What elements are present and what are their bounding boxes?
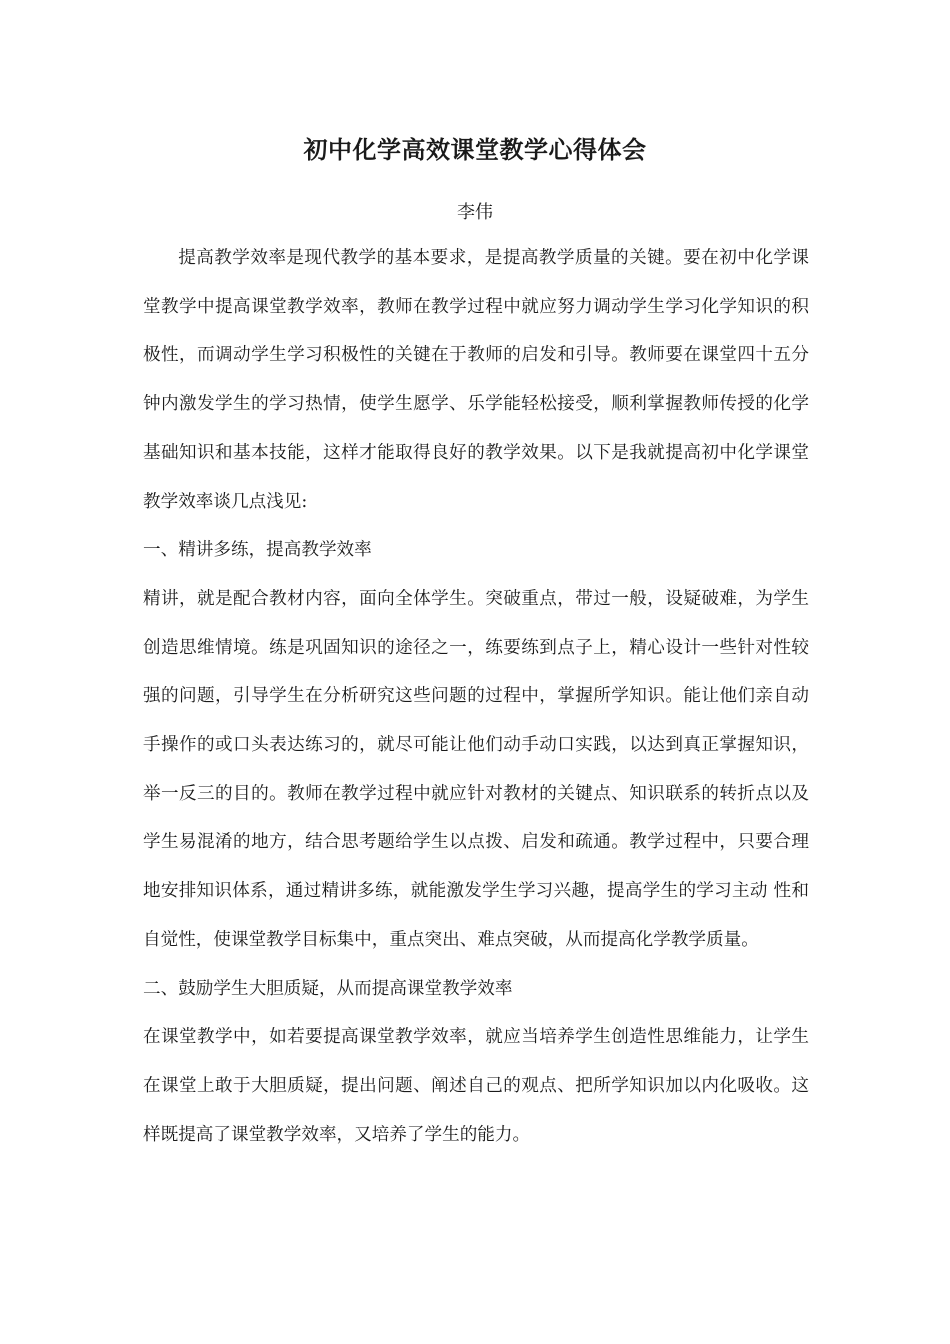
intro-paragraph: 提高教学效率是现代教学的基本要求，是提高教学质量的关键。要在初中化学课堂教学中提高课堂教学效率，教师在教学过程中就应努力调动学生学习化学知识的积极性，而调动学生学习积极性的关键在于教师的启发和引导。教师要在课堂四十五分钟内激发学生的学习热情，使学生愿学、乐学能轻松接受，顺利掌握教师传授的化学基础知识和基本技能，这样才能取得良好的教学效果。以下是我就提高初中化学课堂教学效率谈几点浅见: <box>143 248 809 512</box>
section-1-paragraph: 精讲，就是配合教材内容，面向全体学生。突破重点，带过一般，设疑破难，为学生创造思维情境。练是巩固知识的途径之一，练要练到点子上，精心设计一些针对性较强的问题，引导学生在分析研究这些问题的过程中，掌握所学知识。能让他们亲自动手操作的或口头表达练习的，就尽可能让他们动手动口实践，以达到真正掌握知识，举一反三的目的。教师在教学过程中就应针对教材的关键点、知识联系的转折点以及学生易混淆的地方，结合思考题给学生以点拨、启发和疏通。教学过程中，只要合理地安排知识体系，通过精讲多练，就能激发学生学习兴趣，提高学生的学习主动 性和自觉性，使课堂教学目标集中，重点突出、难点突破，从而提高化学教学质量。 <box>143 588 809 950</box>
document-title: 初中化学高效课堂教学心得体会 <box>303 135 647 164</box>
document-author: 李伟 <box>457 202 493 223</box>
section-2-paragraph: 在课堂教学中，如若要提高课堂教学效率，就应当培养学生创造性思维能力，让学生在课堂上敢于大胆质疑，提出问题、阐述自己的观点、把所学知识加以内化吸收。这样既提高了课堂教学效率，又培养了学生的能力。 <box>143 1027 809 1145</box>
document-body <box>143 234 809 1159</box>
section-1-heading: 一、精讲多练，提高教学效率 <box>143 540 372 561</box>
section-2-heading: 二、鼓励学生大胆质疑，从而提高课堂教学效率 <box>143 978 513 999</box>
